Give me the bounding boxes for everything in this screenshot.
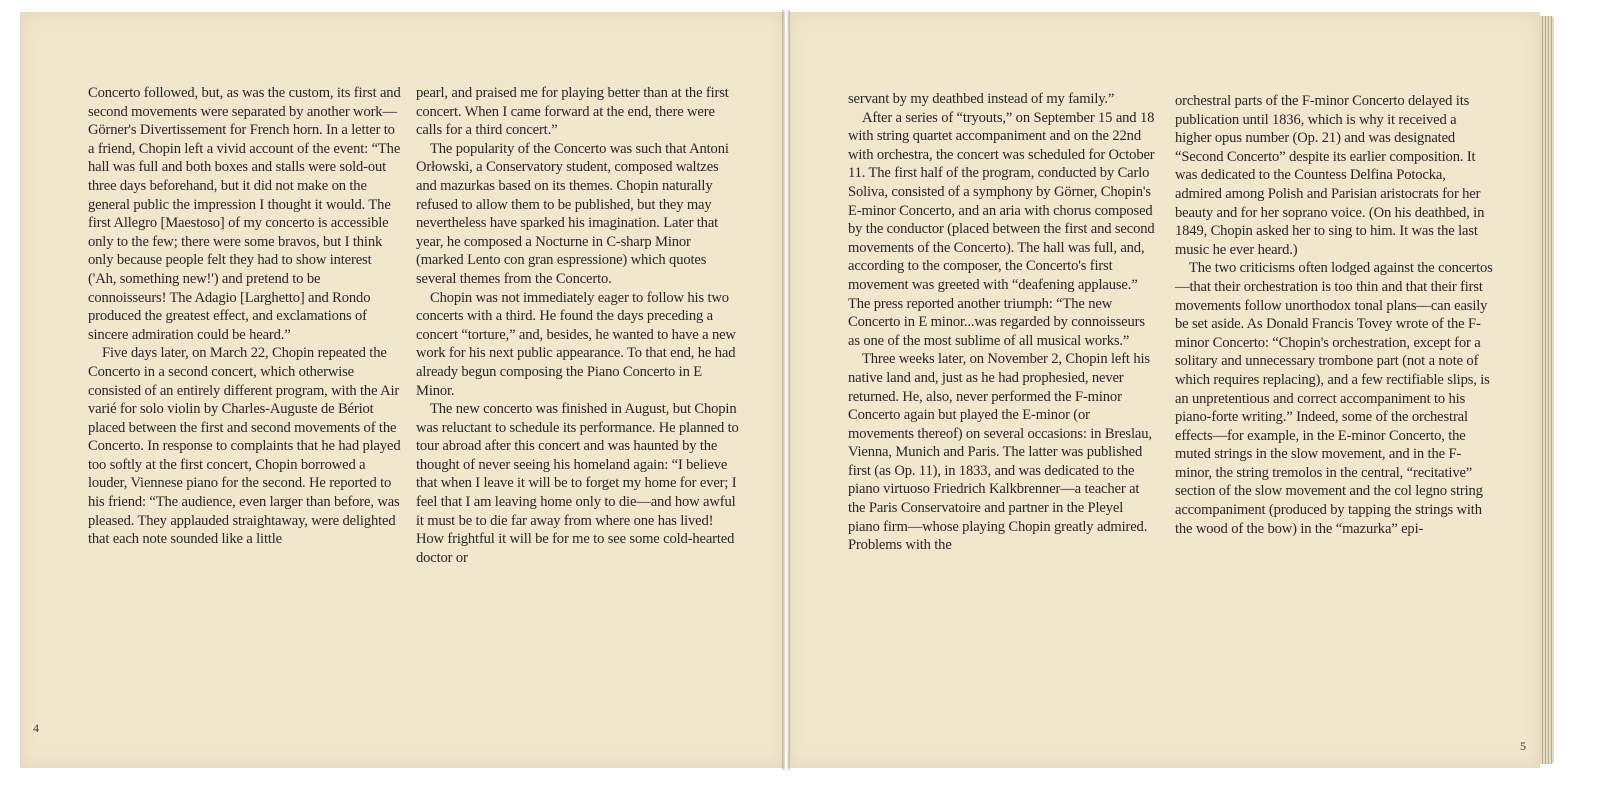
paragraph: The new concerto was finished in August, but Chopin was reluctant to schedule its performance. He planned to tour abroad after this concert and was haunted by the thought of never seeing his homeland again: “I believe that when I leave it will be to forget my home for ever; I feel that I am leaving home only to die—and how awful it must be to die far away from where one has lived! How frightful it will be for me to see some cold-hearted doctor or [416,401,739,566]
right-page-column-2 [1175,92,1493,538]
paragraph: servant by my deathbed instead of my family.” [848,91,1115,107]
paragraph: Concerto followed, but, as was the custom, its first and second movements were separated by another work—Görner's Divertissement for French horn. In a letter to a friend, Chopin left a vivid account of the event: “The hall was full and both boxes and stalls were sold-out three days beforehand, but it did not make on the general public the impression I thought it would. The first Allegro [Maestoso] of my concerto is accessible only to the few; there were some bravos, but I think only because people felt they had to show interest ('Ah, something new!') and pretend to be connoisseurs! The Adagio [Larghetto] and Rondo produced the greatest effect, and exclamations of sincere admiration could be heard.” [88,85,401,343]
right-page-column-1 [848,90,1158,555]
paragraph: The popularity of the Concerto was such that Antoni Orłowski, a Conservatory student, composed waltzes and mazurkas based on its themes. Chopin naturally refused to allow them to be published, but they may nevertheless have sparked his imagination. Later that year, he composed a Nocturne in C-sharp Minor (marked Lento con gran espressione) which quotes several themes from the Concerto. [416,140,729,287]
page-number-right: 5 [1520,739,1526,753]
paragraph: Chopin was not immediately eager to follow his two concerts with a third. He found the days preceding a concert “torture,” and, besides, he wanted to have a new work for his next public appearance. To that end, he had already begun composing the Piano Concerto in E Minor. [416,289,736,399]
left-page-column-2 [416,84,741,567]
paragraph: After a series of “tryouts,” on September 15 and 18 with string quartet accompaniment and on the 22nd with orchestra, the concert was scheduled for October 11. The first half of the program, conducted by Carlo Soliva, consisted of a symphony by Görner, Chopin's E-minor Concerto, and an aria with chorus composed by the conductor (placed between the first and second movements of the Concerto). The hall was full, and, according to the composer, the Concerto's first movement was greeted with “deafening applause.” The press reported another triumph: “The new Concerto in E minor...was regarded by connoisseurs as one of the most sublime of all musical works.” [848,109,1155,349]
page-number-left: 4 [33,721,39,735]
left-page-column-1 [88,84,401,549]
paragraph: orchestral parts of the F-minor Concerto delayed its publication until 1836, which is why it received a higher opus number (Op. 21) and was designated “Second Concerto” despite its earlier composition. It was dedicated to the Countess Delfina Potocka, admired among Polish and Parisian aristocrats for her beauty and for her soprano voice. (On his deathbed, in 1849, Chopin asked her to sing to him. It was the last music he ever heard.) [1175,93,1485,258]
paragraph: Five days later, on March 22, Chopin repeated the Concerto in a second concert, which otherwise consisted of an entirely different program, with the Air varié for solo violin by Charles-Auguste de Bériot placed between the first and second movements of the Concerto. In response to complaints that he had played too softly at the first concert, Chopin borrowed a louder, Viennese piano for the second. He reported to his friend: “The audience, even larger than before, was pleased. They applauded straightaway, were delighted that each note sounded like a little [88,345,401,548]
paragraph: Three weeks later, on November 2, Chopin left his native land and, just as he had prophesied, never returned. He, also, never performed the F-minor Concerto again but played the E-minor (or movements thereof) on several occasions: in Breslau, Vienna, Munich and Paris. The latter was published first (as Op. 11), in 1833, and was dedicated to the piano virtuoso Friedrich Kalkbrenner—a teacher at the Paris Conservatoire and partner in the Pleyel piano firm—whose playing Chopin greatly admired. Problems with the [848,351,1152,554]
book-gutter [782,10,790,770]
paragraph: The two criticisms often lodged against the concertos—that their orchestration is too thin and that their first movements follow unorthodox tonal plans—can easily be set aside. As Donald Francis Tovey wrote of the F-minor Concerto: “Chopin's orchestration, except for a solitary and unnecessary trombone part (not a note of which requires replacing), and a few rectifiable slips, is an unpretentious and correct accompaniment to his piano-forte writing.” Indeed, some of the orchestral effects—for example, in the E-minor Concerto, the muted strings in the slow movement, and in the F-minor, the string tremolos in the central, “recitative” section of the slow movement and the col legno string accompaniment (produced by tapping the strings with the wood of the bow) in the “mazurka” epi- [1175,260,1493,537]
page-edges [1540,16,1554,764]
paragraph: pearl, and praised me for playing better than at the first concert. When I came forward at the end, there were calls for a third concert.” [416,85,729,139]
